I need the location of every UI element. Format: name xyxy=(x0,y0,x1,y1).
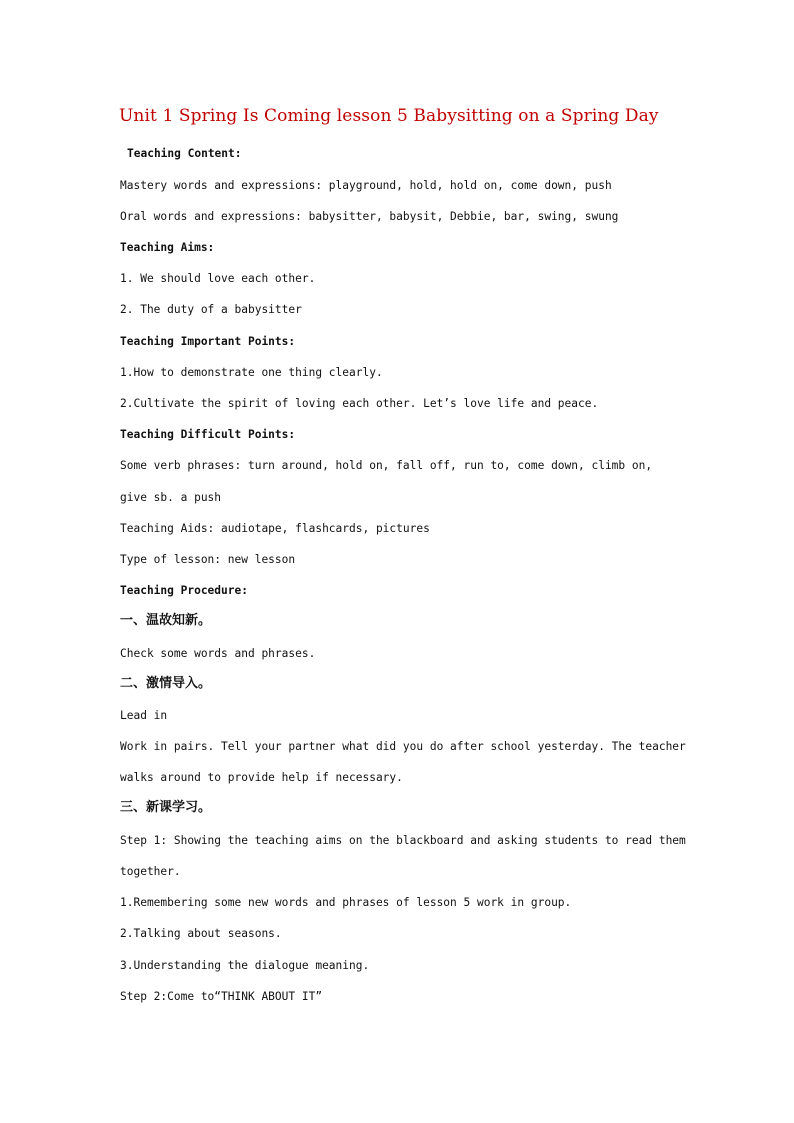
paragraph-lesson-type: Type of lesson: new lesson xyxy=(120,553,296,566)
heading-teaching-procedure: Teaching Procedure: xyxy=(120,584,248,597)
paragraph-check-words: Check some words and phrases. xyxy=(120,647,316,660)
heading-teaching-aims: Teaching Aims: xyxy=(120,241,215,254)
paragraph-step-1: Step 1: Showing the teaching aims on the blackboard and asking students to read them xyxy=(120,834,686,847)
paragraph-step-1-cont: together. xyxy=(120,865,181,878)
list-item-important-2: 2.Cultivate the spirit of loving each other. Let’s love life and peace. xyxy=(120,397,599,410)
paragraph-verb-phrases: Some verb phrases: turn around, hold on, fall off, run to, come down, climb on, xyxy=(120,459,653,472)
paragraph-lead-in: Lead in xyxy=(120,709,168,722)
paragraph-oral-words: Oral words and expressions: babysitter, babysit, Debbie, bar, swing, swung xyxy=(120,210,619,223)
paragraph-teaching-aids: Teaching Aids: audiotape, flashcards, pictures xyxy=(120,522,430,535)
paragraph-verb-phrases-cont: give sb. a push xyxy=(120,491,222,504)
list-item-step-1-3: 3.Understanding the dialogue meaning. xyxy=(120,959,370,972)
paragraph-pair-work-cont: walks around to provide help if necessary. xyxy=(120,771,403,784)
section-heading-review: 一、温故知新。 xyxy=(120,613,212,628)
section-heading-new-lesson: 三、新课学习。 xyxy=(120,800,212,815)
document-title: Unit 1 Spring Is Coming lesson 5 Babysitting on a Spring Day xyxy=(119,106,659,126)
list-item-aim-2: 2. The duty of a babysitter xyxy=(120,303,302,316)
list-item-aim-1: 1. We should love each other. xyxy=(120,272,316,285)
list-item-important-1: 1.How to demonstrate one thing clearly. xyxy=(120,366,383,379)
heading-difficult-points: Teaching Difficult Points: xyxy=(120,428,296,441)
paragraph-mastery-words: Mastery words and expressions: playground, hold, hold on, come down, push xyxy=(120,179,612,192)
section-heading-lead-in: 二、激情导入。 xyxy=(120,676,212,691)
list-item-step-1-1: 1.Remembering some new words and phrases of lesson 5 work in group. xyxy=(120,896,572,909)
heading-teaching-content: Teaching Content: xyxy=(127,147,242,160)
heading-important-points: Teaching Important Points: xyxy=(120,335,296,348)
paragraph-step-2: Step 2:Come to“THINK ABOUT IT” xyxy=(120,990,323,1003)
list-item-step-1-2: 2.Talking about seasons. xyxy=(120,927,282,940)
paragraph-pair-work: Work in pairs. Tell your partner what did you do after school yesterday. The teacher xyxy=(120,740,686,753)
